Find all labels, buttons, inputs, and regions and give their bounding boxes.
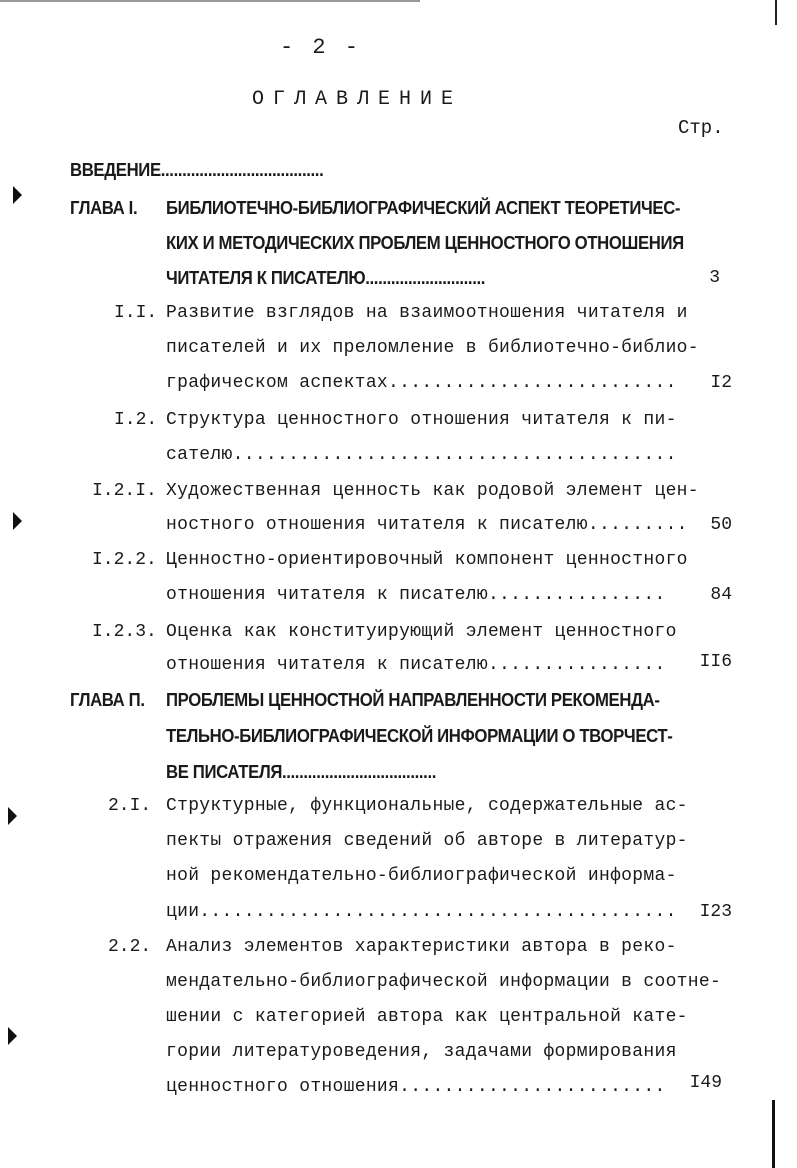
binding-hole-mark bbox=[8, 1027, 17, 1045]
toc-line: КИХ И МЕТОДИЧЕСКИХ ПРОБЛЕМ ЦЕННОСТНОГО ОТНОШЕНИЯ bbox=[166, 233, 684, 253]
document-title: ОГЛАВЛЕНИЕ bbox=[252, 88, 463, 111]
toc-number: I.2.2. bbox=[92, 550, 157, 570]
page-column-label: Стр. bbox=[678, 117, 724, 139]
toc-line: отношения читателя к писателю................ bbox=[166, 585, 666, 605]
toc-line: писателей и их преломление в библиотечно-библио- bbox=[166, 338, 699, 358]
page-number: - 2 - bbox=[280, 35, 362, 60]
toc-number: 2.2. bbox=[108, 937, 152, 957]
toc-line: Развитие взглядов на взаимоотношения читателя и bbox=[166, 303, 688, 323]
toc-line: Структурные, функциональные, содержательные ас- bbox=[166, 796, 688, 816]
binding-hole-mark bbox=[8, 807, 17, 825]
toc-number: I.2.3. bbox=[92, 622, 157, 642]
toc-line: мендательно-библиографической информации в соотне- bbox=[166, 972, 722, 992]
scan-right-edge-top bbox=[775, 0, 777, 25]
toc-line: Ценностно-ориентировочный компонент ценностного bbox=[166, 550, 688, 570]
toc-line: ценностного отношения........................ bbox=[166, 1077, 666, 1097]
toc-page: 3 bbox=[709, 268, 720, 288]
toc-number: I.2.I. bbox=[92, 481, 157, 501]
toc-line: Анализ элементов характеристики автора в реко- bbox=[166, 937, 677, 957]
binding-hole-mark bbox=[13, 512, 22, 530]
toc-page: I2 bbox=[710, 373, 732, 393]
toc-line: шении с категорией автора как центральной кате- bbox=[166, 1007, 688, 1027]
toc-number: ГЛАВА П. bbox=[70, 690, 145, 710]
toc-line: ции........................................... bbox=[166, 902, 677, 922]
binding-hole-mark bbox=[13, 186, 22, 204]
scan-right-edge-bottom bbox=[772, 1100, 775, 1168]
toc-number: 2.I. bbox=[108, 796, 152, 816]
toc-line: Оценка как конституирующий элемент ценностного bbox=[166, 622, 677, 642]
toc-line: ВЕ ПИСАТЕЛЯ.................................... bbox=[166, 762, 437, 782]
toc-line: гории литературоведения, задачами формирования bbox=[166, 1042, 677, 1062]
toc-line: ЧИТАТЕЛЯ К ПИСАТЕЛЮ............................ bbox=[166, 268, 486, 288]
toc-line: ПРОБЛЕМЫ ЦЕННОСТНОЙ НАПРАВЛЕННОСТИ РЕКОМЕНДА- bbox=[166, 690, 660, 710]
toc-line: ТЕЛЬНО-БИБЛИОГРАФИЧЕСКОЙ ИНФОРМАЦИИ О ТВОРЧЕСТ- bbox=[166, 726, 673, 746]
toc-page: I23 bbox=[699, 902, 732, 922]
toc-line: Художественная ценность как родовой элемент цен- bbox=[166, 481, 699, 501]
toc-line: ностного отношения читателя к писателю......... bbox=[166, 515, 688, 535]
toc-number: I.2. bbox=[114, 410, 158, 430]
toc-number: I.I. bbox=[114, 303, 158, 323]
toc-line: отношения читателя к писателю................ bbox=[166, 655, 666, 675]
toc-line: Структура ценностного отношения читателя к пи- bbox=[166, 410, 677, 430]
toc-page: 50 bbox=[710, 515, 732, 535]
scan-top-edge bbox=[0, 0, 420, 2]
toc-number: ГЛАВА I. bbox=[70, 198, 138, 218]
toc-entry-introduction: ВВЕДЕНИЕ...................................... bbox=[70, 160, 324, 180]
toc-page: I49 bbox=[689, 1073, 722, 1093]
toc-page: II6 bbox=[699, 652, 732, 672]
toc-line: ной рекомендательно-библиографической информа- bbox=[166, 866, 677, 886]
toc-line: графическом аспектах.......................... bbox=[166, 373, 677, 393]
toc-line: пекты отражения сведений об авторе в литератур- bbox=[166, 831, 688, 851]
toc-line: сателю........................................ bbox=[166, 445, 677, 465]
toc-page: 84 bbox=[710, 585, 732, 605]
toc-line: БИБЛИОТЕЧНО-БИБЛИОГРАФИЧЕСКИЙ АСПЕКТ ТЕОРЕТИЧЕС- bbox=[166, 198, 681, 218]
